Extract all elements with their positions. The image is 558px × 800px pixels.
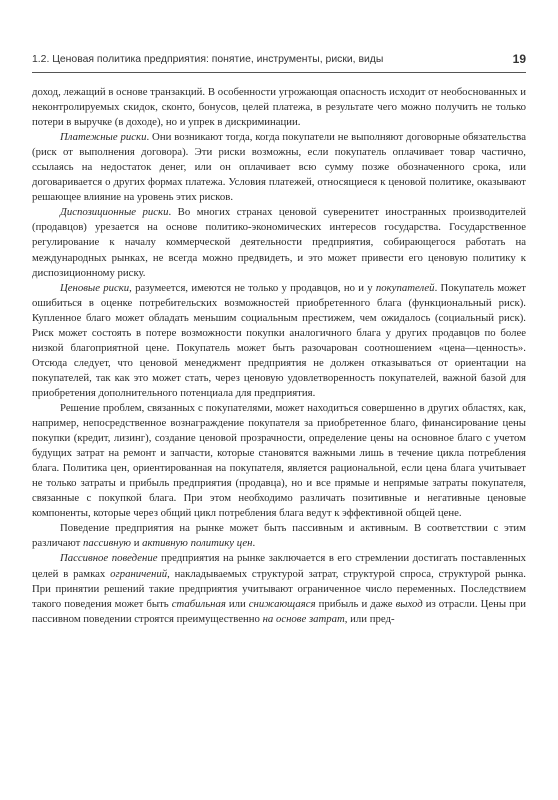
paragraph xyxy=(32,130,526,205)
text-run: . Они возникают тогда, когда покупатели не выполняют договорные обязательства (риск от выполнения договора). Эти риски возможны, если покупатель оплачивает товар частично, ссылаясь на недостаток денег, или он оплачивает всю сумму позже обозначенного срока, или договаривается о других формах платежа. Условия платежей, относящиеся к ценовой политике, оказывают решающее влияние на уровень этих рисков. xyxy=(32,131,526,204)
text-run: Решение проблем, связанных с покупателями, может находиться совершенно в других областях, как, например, непосредственное вознаграждение покупателя за приобретенное благо, финансирование цены покупки (кредит, лизинг), создание ценовой прозрачности, определение цены на основное благо с учетом будущих затрат на ремонт и запчасти, которые становятся важными лишь в течение цикла потребления блага. Политика цен, ориентированная на покупателя, является рациональной, если цена блага учитывает не только затраты и прибыль предприятия (продавца), но и все прямые и непрямые затраты покупателя, связанные с покупкой блага. При этом необходимо различать позитивные и негативные ценовые компоненты, которые через общий цикл потребления блага ведут к эффективной общей цене. xyxy=(32,401,526,520)
text-run: или xyxy=(225,597,249,610)
text-run: и xyxy=(131,537,143,550)
italic-term: покупателей xyxy=(375,281,435,294)
text-run: , накладываемых структурой затрат, структурой спроса, структурой рынка. При принятии решений такие предприятия учитывают ограниченное число переменных. Последствием такого поведения может быть xyxy=(32,567,526,610)
italic-term: пассивную xyxy=(82,537,131,550)
text-run: . Покупатель может ошибиться в оценке потребительских возможностей приобретенного блага (функциональный риск). Купленное благо может обладать меньшим социальным престижем, чем ожидалось (социальный риск). Риск может состоять в потере возможности покупки аналогичного блага у других продавцов по более низкой благоприятной цене. Покупатель может быть разочарован соотношением «цена—ценность». Отсюда следует, что ценовой менеджмент предприятия не должен отказываться от ориентации на покупателей, так как это может стать, через ценовую удовлетворенность покупателей, важной базой для приобретения дополнительного потенциала для предприятия. xyxy=(32,281,527,399)
paragraph xyxy=(32,551,526,626)
paragraph xyxy=(32,85,526,130)
text-run: . xyxy=(252,537,256,550)
italic-term: выход xyxy=(395,597,423,610)
page-number: 19 xyxy=(512,52,526,66)
running-header xyxy=(32,50,526,73)
italic-term: на основе затрат xyxy=(262,612,345,625)
text-run: Поведение предприятия на рынке может быть пассивным и активным. В соответствии с этим различают xyxy=(32,522,526,550)
main-text xyxy=(32,85,526,627)
italic-term: активную политику цен xyxy=(142,537,253,550)
text-run: из отрасли. Цены при пассивном поведении строятся преимущественно xyxy=(32,597,526,625)
italic-term: ограничений xyxy=(110,567,168,580)
paragraph xyxy=(32,521,526,551)
italic-term: Пассивное поведение xyxy=(60,552,158,565)
text-run: доход, лежащий в основе транзакций. В особенности угрожающая опасность исходит от необоснованных и неконтролируемых скидок, сконто, бонусов, целей платежа, в результате чего можно получить не только потери в выручке (в доходе), но и упрек в дискриминации. xyxy=(32,86,526,129)
italic-term: Платежные риски xyxy=(60,131,147,144)
paragraph xyxy=(32,401,526,521)
paragraph xyxy=(32,205,526,280)
italic-term: Диспозиционные риски xyxy=(60,206,169,219)
text-run: предприятия на рынке заключается в его стремлении достигать поставленных целей в рамках xyxy=(32,552,526,580)
italic-term: Ценовые риски xyxy=(60,281,130,294)
text-run: , разумеется, имеются не только у продавцов, но и у xyxy=(129,281,376,294)
italic-term: стабильная xyxy=(171,597,226,610)
text-run: , или пред- xyxy=(344,612,395,625)
italic-term: снижающаяся xyxy=(248,597,316,610)
running-title: 1.2. Ценовая политика предприятия: понятие, инструменты, риски, виды xyxy=(32,54,384,65)
paragraph xyxy=(32,281,526,401)
text-run: . Во многих странах ценовой суверенитет иностранных производителей (продавцов) урезается на основе политико-экономических интересов государства. Государственное регулирование к началу коммерческой деятельности предприятия, собирающегося работать на международных рынках, не всегда можно предвидеть, и это может привести его ценовую политику к диспозиционному риску. xyxy=(32,206,526,279)
text-run: прибыль и даже xyxy=(315,597,396,610)
